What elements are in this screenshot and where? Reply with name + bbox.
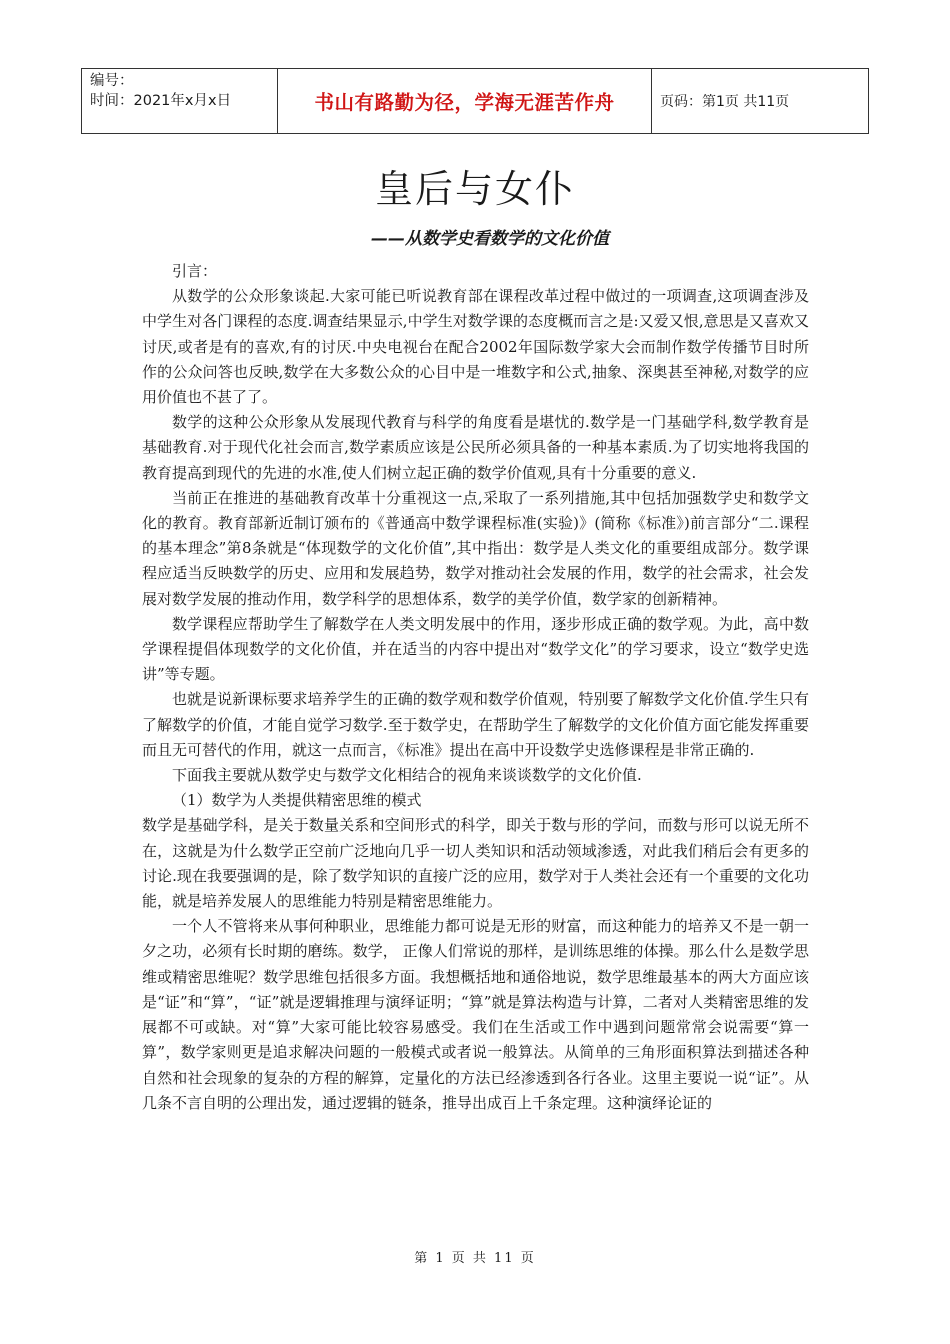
paragraph: 一个人不管将来从事何种职业，思维能力都可说是无形的财富，而这种能力的培养又不是一朝一夕之功，必须有长时期的磨练。数学， 正像人们常说的那样，是训练思维的体操。那么什么是数学思维或精密思维呢？数学思维包括很多方面。我想概括地和通俗地说，数学思维最基本的两大方面应该是“证”和“算”，“证”就是逻辑推理与演绎证明；“算”就是算法构造与计算，二者对人类精密思维的发展都不可或缺。对“算”大家可能比较容易感受。我们在生活或工作中遇到问题常常会说需要“算一算”，数学家则更是追求解决问题的一般模式或者说一般算法。从简单的三角形面积算法到描述各种自然和社会现象的复杂的方程的解算，定量化的方法已经渗透到各行各业。这里主要说一说“证”。从几条不言自明的公理出发，通过逻辑的链条，推导出成百上千条定理。这种演绎论证的	[142, 917, 809, 1112]
paragraph: 数学课程应帮助学生了解数学在人类文明发展中的作用，逐步形成正确的数学观。为此，高中数学课程提倡体现数学的文化价值，并在适当的内容中提出对“数学文化”的学习要求，设立“数学史选讲”等专题。	[142, 614, 809, 684]
header-page-info: 页码：第1页 共11页	[660, 94, 790, 110]
header-table	[81, 68, 869, 134]
section-heading: （1）数学为人类提供精密思维的模式	[172, 791, 422, 810]
paragraph: 从数学的公众形象谈起.大家可能已听说教育部在课程改革过程中做过的一项调查,这项调查涉及中学生对各门课程的态度.调查结果显示,中学生对数学课的态度概而言之是:又爱又恨,意思是又喜欢又讨厌,或者是有的喜欢,有的讨厌.中央电视台在配合2002年国际数学家大会而制作数学传播节目时所作的公众问答也反映,数学在大多数公众的心目中是一堆数字和公式,抽象、深奥甚至神秘,对数学的应用价值也不甚了了。	[142, 287, 809, 407]
document-body	[142, 259, 809, 1116]
paragraph-intro-label: 引言：	[172, 262, 218, 280]
time-label: 时间：2021年x月x日	[90, 93, 232, 109]
header-motto: 书山有路勤为径，学海无涯苦作舟	[278, 69, 652, 133]
document-title: 皇后与女仆	[374, 167, 575, 211]
paragraph: 数学是基础学科，是关于数量关系和空间形式的科学，即关于数与形的学问，而数与形可以说无所不在，这就是为什么数学正空前广泛地向几乎一切人类知识和活动领域渗透，对此我们稍后会有更多的讨论.现在我要强调的是，除了数学知识的直接广泛的应用，数学对于人类社会还有一个重要的文化功能，就是培养发展人的思维能力特别是精密思维能力。	[142, 816, 809, 911]
paragraph: 当前正在推进的基础教育改革十分重视这一点,采取了一系列措施,其中包括加强数学史和数学文化的教育。教育部新近制订颁布的《普通高中数学课程标准(实验)》(简称《标准》)前言部分“二.课程的基本理念”第8条就是“体现数学的文化价值”,其中指出：数学是人类文化的重要组成部分。数学课程应适当反映数学的历史、应用和发展趋势，数学对推动社会发展的作用，数学的社会需求，社会发展对数学发展的推动作用，数学科学的思想体系，数学的美学价值，数学家的创新精神。	[142, 488, 809, 608]
paragraph: 也就是说新课标要求培养学生的正确的数学观和数学价值观，特别要了解数学文化价值.学生只有了解数学的价值，才能自觉学习数学.至于数学史，在帮助学生了解数学的文化价值方面它能发挥重要而且无可替代的作用，就这一点而言，《标准》提出在高中开设数学史选修课程是非常正确的.	[142, 690, 809, 759]
number-label: 编号：	[90, 73, 134, 89]
page-footer: 第 1 页 共 11 页	[414, 1251, 536, 1266]
paragraph: 下面我主要就从数学史与数学文化相结合的视角来谈谈数学的文化价值.	[172, 766, 642, 785]
paragraph: 数学的这种公众形象从发展现代教育与科学的角度看是堪忧的.数学是一门基础学科,数学教育是基础教育.对于现代化社会而言,数学素质应该是公民所必须具备的一种基本素质.为了切实地将我国的教育提高到现代的先进的水准,使人们树立起正确的数学价值观,具有十分重要的意义.	[142, 413, 809, 482]
header-meta-cell	[82, 69, 278, 133]
document-subtitle: ——从数学史看数学的文化价值	[371, 229, 609, 249]
